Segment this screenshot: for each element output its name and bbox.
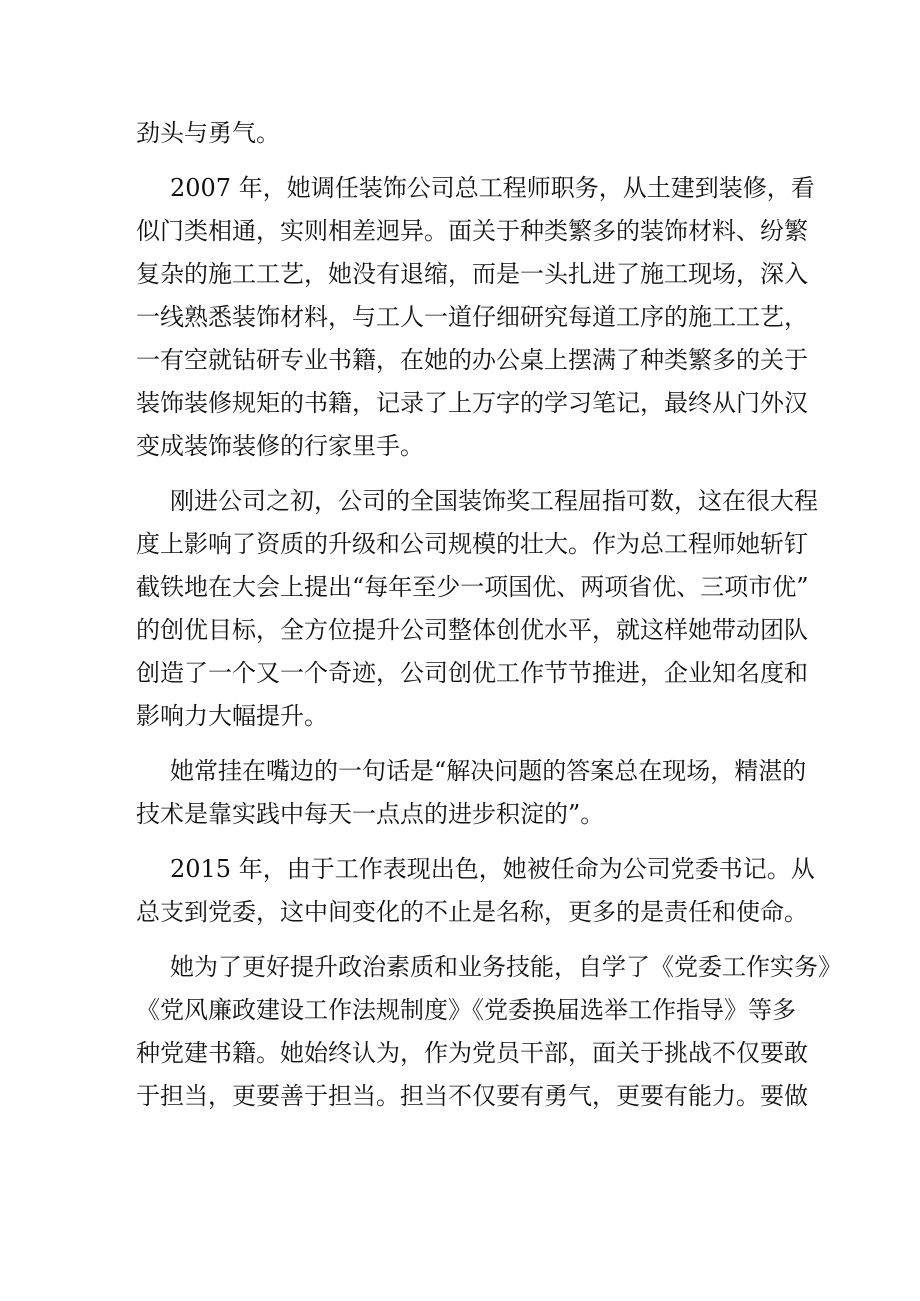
paragraph-company-awards (136, 480, 818, 738)
text-line: 似门类相通，实则相差迥异。面关于种类繁多的装饰材料、纷繁 (136, 217, 808, 245)
text-line: 度上影响了资质的升级和公司规模的壮大。作为总工程师她斩钉 (136, 530, 808, 558)
text-line: 总支到党委，这中间变化的不止是名称，更多的是责任和使命。 (136, 898, 808, 926)
text-line: 的创优目标，全方位提升公司整体创优水平，就这样她带动团队 (136, 616, 808, 644)
paragraph-continuation (136, 112, 788, 155)
text-line: 刚进公司之初，公司的全国装饰奖工程屈指可数，这在很大程 (170, 487, 818, 515)
text-line: 一有空就钻研专业书籍，在她的办公桌上摆满了种类繁多的关于 (136, 346, 808, 374)
text-line: 创造了一个又一个奇迹，公司创优工作节节推进，企业知名度和 (136, 659, 808, 687)
text-line: 于担当，更要善于担当。担当不仅要有勇气，更要有能力。要做 (136, 1082, 808, 1110)
text-line: 《党风廉政建设工作法规制度》《党委换届选举工作指导》等多 (136, 996, 796, 1024)
paragraph-2007 (136, 167, 815, 468)
text-line: 变成装饰装修的行家里手。 (136, 432, 424, 460)
text-line: 她常挂在嘴边的一句话是“解决问题的答案总在现场，精湛的 (170, 757, 807, 785)
paragraph-party-study (136, 946, 842, 1118)
text-line: 劲头与勇气。 (136, 119, 280, 147)
text-line: 2015 年，由于工作表现出色，她被任命为公司党委书记。从 (170, 855, 815, 883)
text-line: 一线熟悉装饰材料，与工人一道仔细研究每道工序的施工工艺， (136, 303, 808, 331)
paragraph-quote (136, 750, 807, 836)
text-line: 装饰装修规矩的书籍，记录了上万字的学习笔记，最终从门外汉 (136, 389, 808, 417)
text-line: 截铁地在大会上提出“每年至少一项国优、两项省优、三项市优” (136, 573, 809, 601)
text-line: 技术是靠实践中每天一点点的进步积淀的”。 (136, 800, 605, 828)
document-body (136, 112, 842, 1118)
text-line: 种党建书籍。她始终认为，作为党员干部，面关于挑战不仅要敢 (136, 1039, 808, 1067)
text-line: 她为了更好提升政治素质和业务技能，自学了《党委工作实务》 (170, 953, 842, 981)
text-line: 影响力大幅提升。 (136, 702, 328, 730)
text-line: 2007 年，她调任装饰公司总工程师职务，从土建到装修，看 (170, 174, 815, 202)
text-line: 复杂的施工工艺，她没有退缩，而是一头扎进了施工现场，深入 (136, 260, 808, 288)
paragraph-2015 (136, 848, 815, 934)
